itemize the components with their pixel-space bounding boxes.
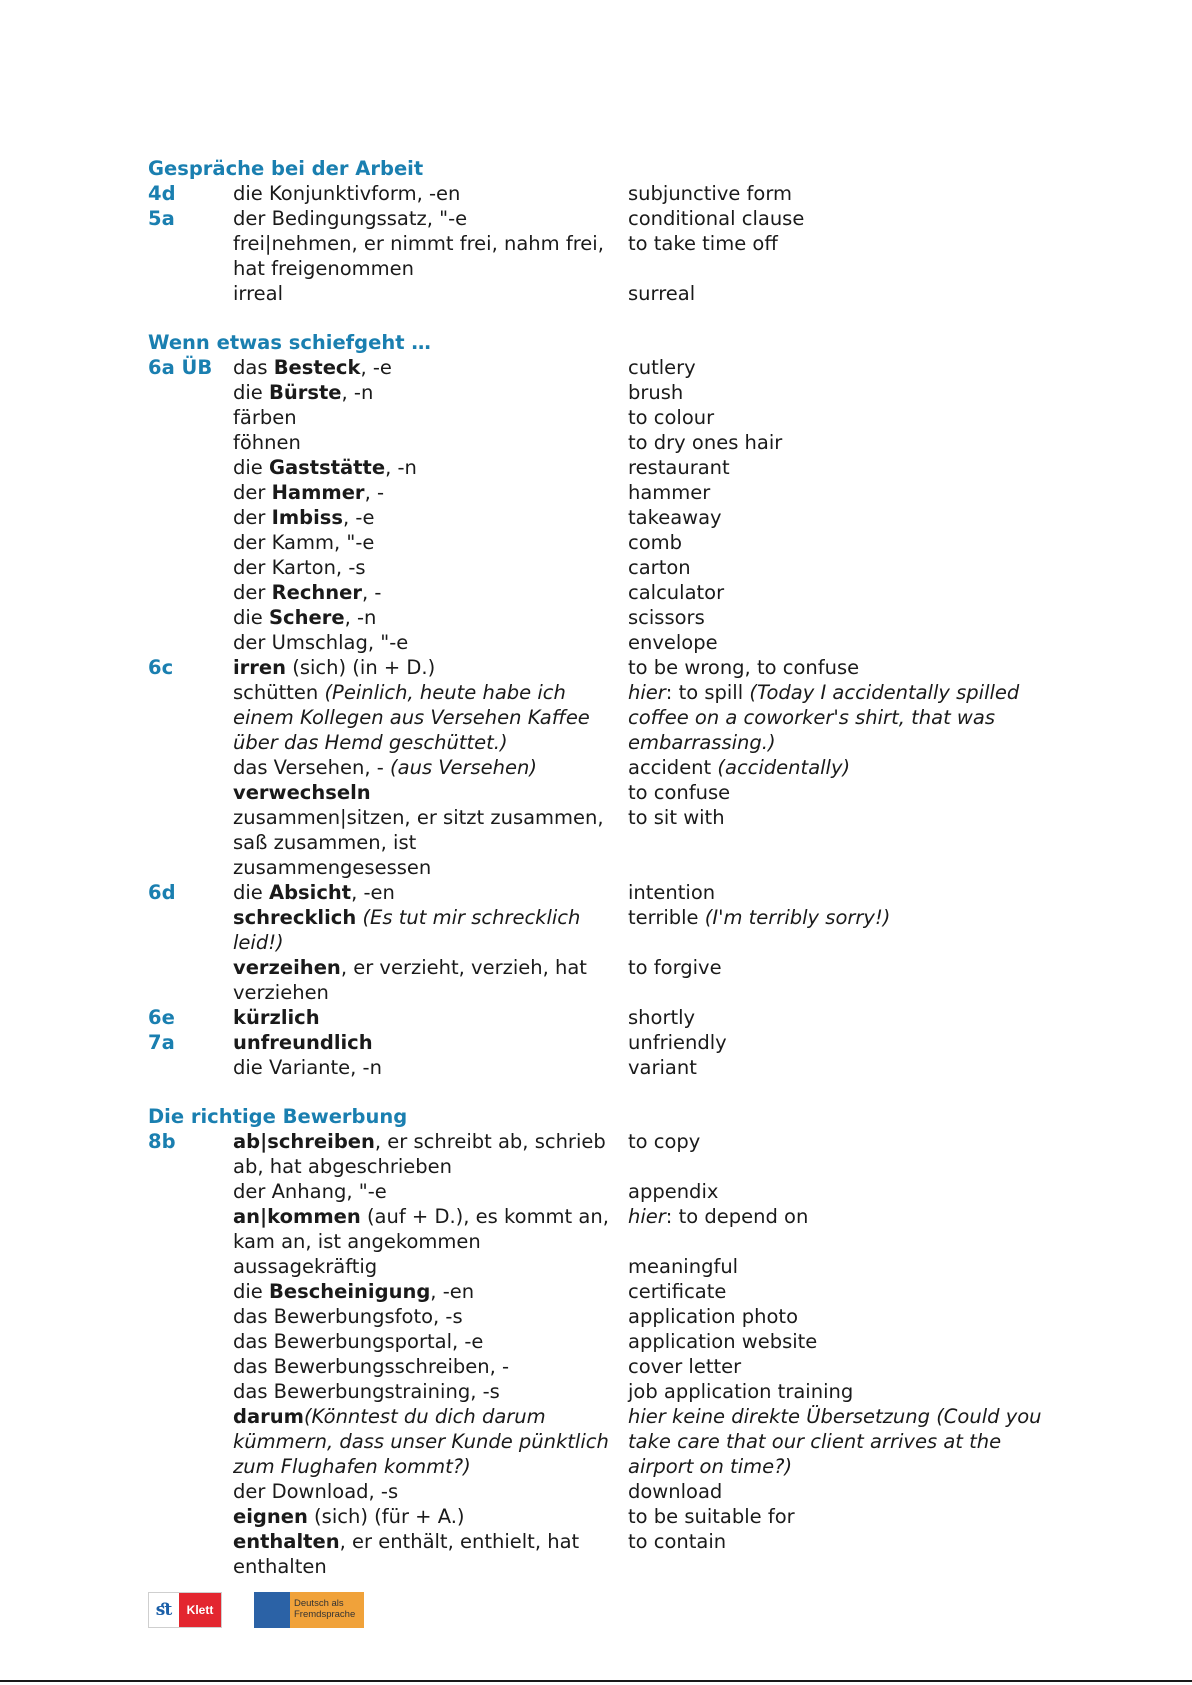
exercise-number xyxy=(148,1179,233,1204)
klett-logo-icon: ﬆ xyxy=(155,1600,173,1620)
term-text: irreal xyxy=(233,282,284,305)
exercise-number xyxy=(148,1204,233,1254)
german-term xyxy=(233,480,628,505)
vocab-entry xyxy=(148,1204,1048,1254)
daf-logo-icon xyxy=(254,1592,290,1628)
exercise-number xyxy=(148,430,233,455)
english-translation xyxy=(628,805,1048,880)
term-text: die xyxy=(233,881,269,904)
term-text: application photo xyxy=(628,1305,799,1328)
vocab-entry xyxy=(148,1354,1048,1379)
term-text: aussagekräftig xyxy=(233,1255,378,1278)
exercise-number: 6c xyxy=(148,656,174,679)
term-text: , - xyxy=(362,581,382,604)
german-term xyxy=(233,1030,628,1055)
german-term xyxy=(233,1529,628,1579)
german-term xyxy=(233,605,628,630)
german-term xyxy=(233,880,628,905)
vocab-entry xyxy=(148,755,1048,780)
german-term xyxy=(233,655,628,680)
exercise-number xyxy=(148,1504,233,1529)
term-text: to be suitable for xyxy=(628,1505,795,1528)
english-translation xyxy=(628,1204,1048,1254)
term-text: scissors xyxy=(628,606,705,629)
english-translation xyxy=(628,1354,1048,1379)
vocab-entry xyxy=(148,480,1048,505)
german-term xyxy=(233,1005,628,1030)
german-term xyxy=(233,1404,628,1479)
section-title: Die richtige Bewerbung xyxy=(148,1105,408,1128)
vocabulary-list xyxy=(148,156,1048,1603)
exercise-number xyxy=(148,780,233,805)
term-text: restaurant xyxy=(628,456,730,479)
german-term xyxy=(233,780,628,805)
term-text: envelope xyxy=(628,631,718,654)
german-term xyxy=(233,1279,628,1304)
term-text: der xyxy=(233,481,272,504)
term-text: to confuse xyxy=(628,781,731,804)
term-text: die xyxy=(233,1280,269,1303)
vocab-entry xyxy=(148,805,1048,880)
english-translation xyxy=(628,780,1048,805)
german-term xyxy=(233,1254,628,1279)
vocab-entry xyxy=(148,1404,1048,1479)
english-translation xyxy=(628,355,1048,380)
daf-logo xyxy=(254,1592,364,1628)
german-term xyxy=(233,380,628,405)
exercise-number xyxy=(148,1055,233,1080)
headword: enthalten xyxy=(233,1530,340,1553)
example-text: (Könntest du dich darum kümmern, dass unser Kunde pünktlich zum Flughafen kommt?) xyxy=(233,1405,609,1478)
term-text: , er schreibt ab, schrieb ab, hat abgeschrieben xyxy=(233,1130,606,1178)
vocab-entry xyxy=(148,580,1048,605)
exercise-number xyxy=(148,405,233,430)
exercise-number xyxy=(148,1304,233,1329)
example-text: (Es tut mir schrecklich leid!) xyxy=(233,906,581,954)
exercise-number xyxy=(148,505,233,530)
english-translation xyxy=(628,1529,1048,1579)
english-translation xyxy=(628,755,1048,780)
term-text: to copy xyxy=(628,1130,701,1153)
english-translation xyxy=(628,1129,1048,1179)
vocab-entry xyxy=(148,1379,1048,1404)
exercise-number xyxy=(148,530,233,555)
headword: verzeihen xyxy=(233,956,341,979)
vocab-entry xyxy=(148,455,1048,480)
exercise-number: 7a xyxy=(148,1031,175,1054)
exercise-number xyxy=(148,380,233,405)
exercise-number: 8b xyxy=(148,1130,176,1153)
english-translation xyxy=(628,405,1048,430)
term-text: das Bewerbungsschreiben, - xyxy=(233,1355,510,1378)
term-text: cutlery xyxy=(628,356,696,379)
term-text: , -n xyxy=(344,606,377,629)
headword: Besteck xyxy=(273,356,361,379)
english-translation xyxy=(628,480,1048,505)
term-text: das xyxy=(233,356,274,379)
vocab-entry xyxy=(148,780,1048,805)
vocab-entry xyxy=(148,555,1048,580)
term-text: , -en xyxy=(430,1280,475,1303)
term-text: brush xyxy=(628,381,684,404)
exercise-number: 6a ÜB xyxy=(148,356,213,379)
page-bottom-rule xyxy=(0,1680,1192,1682)
english-translation xyxy=(628,1005,1048,1030)
term-text: , -e xyxy=(360,356,392,379)
headword: ab|schreiben xyxy=(233,1130,375,1153)
term-text: : to spill xyxy=(665,681,750,704)
german-term xyxy=(233,955,628,1005)
exercise-number xyxy=(148,630,233,655)
vocab-entry xyxy=(148,880,1048,905)
english-translation xyxy=(628,580,1048,605)
english-translation xyxy=(628,281,1048,306)
headword: Imbiss xyxy=(271,506,344,529)
german-term xyxy=(233,281,628,306)
exercise-number xyxy=(148,605,233,630)
term-text: der Kamm, "-e xyxy=(233,531,375,554)
english-translation xyxy=(628,1479,1048,1504)
exercise-number xyxy=(148,805,233,880)
headword: Bescheinigung xyxy=(269,1280,431,1303)
term-text: download xyxy=(628,1480,723,1503)
vocab-section xyxy=(148,330,1048,1080)
term-text: , -n xyxy=(341,381,374,404)
term-text: (sich) (für + A.) xyxy=(307,1505,465,1528)
headword: Schere xyxy=(269,606,345,629)
term-text: shortly xyxy=(628,1006,696,1029)
term-text: , -n xyxy=(385,456,417,479)
vocab-entry xyxy=(148,405,1048,430)
german-term xyxy=(233,680,628,755)
vocab-entry xyxy=(148,605,1048,630)
english-translation xyxy=(628,955,1048,1005)
term-text: föhnen xyxy=(233,431,301,454)
example-text: (aus Versehen) xyxy=(390,756,537,779)
vocab-entry xyxy=(148,955,1048,1005)
german-term xyxy=(233,181,628,206)
term-text: der Download, -s xyxy=(233,1480,399,1503)
german-term xyxy=(233,555,628,580)
english-translation xyxy=(628,430,1048,455)
term-text: to dry ones hair xyxy=(628,431,783,454)
german-term xyxy=(233,206,628,231)
vocab-entry xyxy=(148,1005,1048,1030)
headword: verwechseln xyxy=(233,781,371,804)
term-text: accident xyxy=(628,756,718,779)
exercise-number: 5a xyxy=(148,207,175,230)
term-text: calculator xyxy=(628,581,725,604)
exercise-number: 6e xyxy=(148,1006,175,1029)
example-text: (accidentally) xyxy=(717,756,851,779)
term-text: comb xyxy=(628,531,683,554)
exercise-number xyxy=(148,580,233,605)
german-term xyxy=(233,1329,628,1354)
exercise-number xyxy=(148,480,233,505)
term-text: , er enthält, enthielt, hat enthalten xyxy=(233,1530,580,1578)
english-translation xyxy=(628,1329,1048,1354)
vocab-entry xyxy=(148,1055,1048,1080)
term-text: die xyxy=(233,456,269,479)
english-translation xyxy=(628,555,1048,580)
vocab-entry xyxy=(148,1030,1048,1055)
english-translation xyxy=(628,630,1048,655)
example-text: hier xyxy=(628,681,666,704)
term-text: der xyxy=(233,581,272,604)
english-translation xyxy=(628,455,1048,480)
term-text: die Variante, -n xyxy=(233,1056,382,1079)
section-title: Wenn etwas schiefgeht … xyxy=(148,331,431,354)
term-text: zusammen|sitzen, er sitzt zusammen, saß zusammen, ist zusammengesessen xyxy=(233,806,604,879)
vocab-entry xyxy=(148,630,1048,655)
german-term xyxy=(233,530,628,555)
exercise-number xyxy=(148,281,233,306)
headword: Rechner xyxy=(271,581,363,604)
vocab-entry xyxy=(148,231,1048,281)
term-text: application website xyxy=(628,1330,818,1353)
english-translation xyxy=(628,605,1048,630)
term-text: meaningful xyxy=(628,1255,739,1278)
example-text: (I'm terribly sorry!) xyxy=(704,906,891,929)
term-text: to take time off xyxy=(628,232,778,255)
exercise-number xyxy=(148,680,233,755)
english-translation xyxy=(628,1304,1048,1329)
vocab-entry xyxy=(148,1254,1048,1279)
exercise-number xyxy=(148,755,233,780)
vocab-section xyxy=(148,156,1048,306)
english-translation xyxy=(628,1504,1048,1529)
exercise-number xyxy=(148,1279,233,1304)
english-translation xyxy=(628,206,1048,231)
exercise-number xyxy=(148,231,233,281)
english-translation xyxy=(628,1179,1048,1204)
term-text: cover letter xyxy=(628,1355,742,1378)
term-text: der Umschlag, "-e xyxy=(233,631,409,654)
english-translation xyxy=(628,1279,1048,1304)
german-term xyxy=(233,505,628,530)
english-translation xyxy=(628,680,1048,755)
term-text: die xyxy=(233,381,269,404)
vocab-entry xyxy=(148,680,1048,755)
exercise-number: 4d xyxy=(148,182,176,205)
exercise-number xyxy=(148,1479,233,1504)
english-translation xyxy=(628,181,1048,206)
english-translation xyxy=(628,1404,1048,1479)
english-translation xyxy=(628,530,1048,555)
vocab-entry xyxy=(148,1329,1048,1354)
german-term xyxy=(233,455,628,480)
vocab-entry xyxy=(148,905,1048,955)
exercise-number xyxy=(148,1379,233,1404)
english-translation xyxy=(628,380,1048,405)
vocab-entry xyxy=(148,530,1048,555)
vocab-entry xyxy=(148,281,1048,306)
headword: irren xyxy=(233,656,287,679)
german-term xyxy=(233,755,628,780)
vocab-entry xyxy=(148,1129,1048,1179)
vocab-entry xyxy=(148,1529,1048,1579)
term-text: intention xyxy=(628,881,716,904)
vocab-entry xyxy=(148,655,1048,680)
term-text: to contain xyxy=(628,1530,727,1553)
headword: an|kommen xyxy=(233,1205,361,1228)
english-translation xyxy=(628,880,1048,905)
headword: Gaststätte xyxy=(269,456,386,479)
headword: kürzlich xyxy=(233,1006,320,1029)
term-text: : to depend on xyxy=(665,1205,809,1228)
term-text: takeaway xyxy=(628,506,722,529)
vocab-entry xyxy=(148,181,1048,206)
vocab-entry xyxy=(148,505,1048,530)
exercise-number: 6d xyxy=(148,881,176,904)
section-title: Gespräche bei der Arbeit xyxy=(148,157,424,180)
term-text: die Konjunktivform, -en xyxy=(233,182,461,205)
term-text: der Bedingungssatz, "-e xyxy=(233,207,468,230)
german-term xyxy=(233,630,628,655)
term-text: (sich) (in + D.) xyxy=(286,656,436,679)
english-translation xyxy=(628,1379,1048,1404)
english-translation xyxy=(628,655,1048,680)
english-translation xyxy=(628,1055,1048,1080)
term-text: to be wrong, to confuse xyxy=(628,656,860,679)
term-text: surreal xyxy=(628,282,696,305)
term-text: appendix xyxy=(628,1180,719,1203)
headword: Hammer xyxy=(271,481,365,504)
term-text: job application training xyxy=(628,1380,854,1403)
german-term xyxy=(233,905,628,955)
vocab-entry xyxy=(148,206,1048,231)
term-text: certificate xyxy=(628,1280,727,1303)
term-text: das Bewerbungsfoto, -s xyxy=(233,1305,463,1328)
german-term xyxy=(233,405,628,430)
term-text: subjunctive form xyxy=(628,182,793,205)
english-translation xyxy=(628,505,1048,530)
german-term xyxy=(233,1479,628,1504)
term-text: hammer xyxy=(628,481,711,504)
vocab-section xyxy=(148,1104,1048,1579)
german-term xyxy=(233,1204,628,1254)
exercise-number xyxy=(148,555,233,580)
english-translation xyxy=(628,1030,1048,1055)
example-text: (Peinlich, heute habe ich einem Kollegen aus Versehen Kaffee über das Hemd geschüttet.) xyxy=(233,681,590,754)
german-term xyxy=(233,580,628,605)
term-text: färben xyxy=(233,406,297,429)
term-text: unfriendly xyxy=(628,1031,727,1054)
term-text: , - xyxy=(364,481,384,504)
term-text: , er verzieht, verzieh, hat verziehen xyxy=(233,956,587,1004)
exercise-number xyxy=(148,1404,233,1479)
german-term xyxy=(233,1055,628,1080)
term-text: , -e xyxy=(343,506,375,529)
exercise-number xyxy=(148,1529,233,1579)
klett-logo xyxy=(148,1592,222,1628)
german-term xyxy=(233,430,628,455)
term-text: to forgive xyxy=(628,956,722,979)
daf-logo-label: Deutsch als Fremdsprache xyxy=(290,1592,364,1628)
term-text: das Bewerbungsportal, -e xyxy=(233,1330,484,1353)
english-translation xyxy=(628,905,1048,955)
vocab-entry xyxy=(148,380,1048,405)
exercise-number xyxy=(148,455,233,480)
example-text: (Today I accidentally spilled coffee on a coworker's shirt, that was embarrassing.) xyxy=(628,681,1020,754)
exercise-number xyxy=(148,905,233,955)
term-text: frei|nehmen, er nimmt frei, nahm frei, hat freigenommen xyxy=(233,232,604,280)
klett-logo-label: Klett xyxy=(179,1593,221,1627)
german-term xyxy=(233,355,628,380)
example-text: hier xyxy=(628,1205,666,1228)
german-term xyxy=(233,1354,628,1379)
term-text: (auf + D.), es kommt an, kam an, ist angekommen xyxy=(233,1205,609,1253)
headword: darum xyxy=(233,1405,304,1428)
exercise-number xyxy=(148,955,233,1005)
vocab-entry xyxy=(148,1504,1048,1529)
vocab-entry xyxy=(148,1279,1048,1304)
term-text: carton xyxy=(628,556,691,579)
example-text: hier keine direkte Übersetzung (Could you take care that our client arrives at the airport on time?) xyxy=(628,1405,1042,1478)
vocab-entry xyxy=(148,1179,1048,1204)
headword: Bürste xyxy=(269,381,342,404)
vocab-entry xyxy=(148,1304,1048,1329)
german-term xyxy=(233,231,628,281)
english-translation xyxy=(628,231,1048,281)
headword: eignen xyxy=(233,1505,308,1528)
term-text: das Bewerbungstraining, -s xyxy=(233,1380,500,1403)
term-text: das Versehen, - xyxy=(233,756,391,779)
term-text: der Karton, -s xyxy=(233,556,366,579)
vocab-entry xyxy=(148,430,1048,455)
german-term xyxy=(233,805,628,880)
german-term xyxy=(233,1379,628,1404)
term-text: die xyxy=(233,606,269,629)
term-text: terrible xyxy=(628,906,705,929)
german-term xyxy=(233,1129,628,1179)
term-text: conditional clause xyxy=(628,207,805,230)
exercise-number xyxy=(148,1329,233,1354)
vocab-entry xyxy=(148,355,1048,380)
english-translation xyxy=(628,1254,1048,1279)
headword: unfreundlich xyxy=(233,1031,373,1054)
german-term xyxy=(233,1179,628,1204)
vocab-entry xyxy=(148,1479,1048,1504)
term-text: variant xyxy=(628,1056,697,1079)
term-text: , -en xyxy=(351,881,395,904)
exercise-number xyxy=(148,1254,233,1279)
exercise-number xyxy=(148,1354,233,1379)
german-term xyxy=(233,1304,628,1329)
term-text: to colour xyxy=(628,406,715,429)
term-text: to sit with xyxy=(628,806,725,829)
term-text: der xyxy=(233,506,272,529)
term-text: der Anhang, "-e xyxy=(233,1180,387,1203)
term-text: schütten xyxy=(233,681,325,704)
headword: schrecklich xyxy=(233,906,357,929)
german-term xyxy=(233,1504,628,1529)
headword: Absicht xyxy=(269,881,352,904)
